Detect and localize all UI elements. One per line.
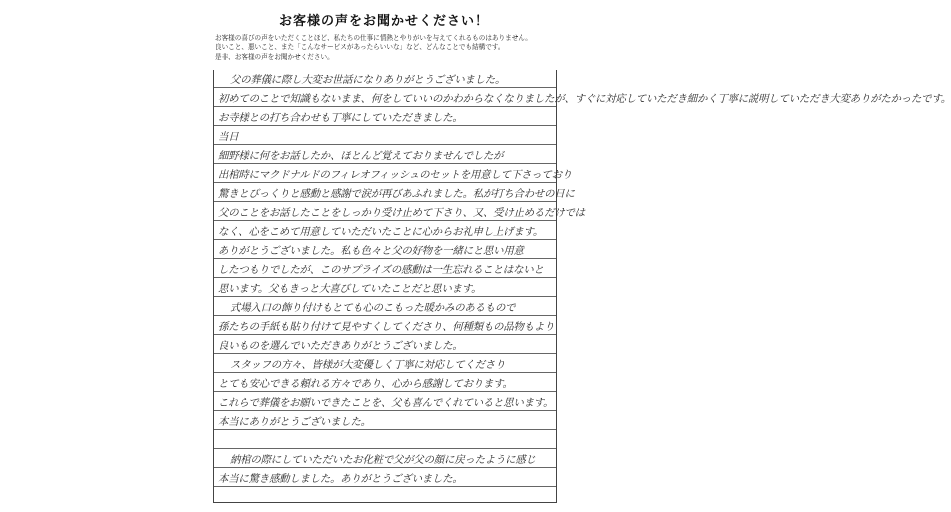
handwritten-line: 驚きとびっくりと感動と感謝で涙が再びあふれました。私が打ち合わせの日に [218, 188, 575, 200]
ruled-line [214, 125, 556, 126]
handwritten-line: なく、心をこめて用意していただいたことに心からお礼申し上げます。 [218, 226, 544, 238]
handwritten-line: 本当にありがとうございました。 [218, 416, 371, 428]
ruled-line [214, 334, 556, 335]
handwritten-line: 式場入口の飾り付けもとても心のこもった暖かみのあるもので [230, 302, 516, 314]
intro-line: 良いこと、悪いこと、また「こんなサービスがあったらいいな」など、どんなことでも結構です。 [215, 43, 505, 52]
handwritten-line: これらで葬儀をお願いできたことを、父も喜んでくれていると思います。 [218, 397, 554, 409]
handwritten-line: 納棺の際にしていただいたお化粧で父が父の顔に戻ったように感じ [230, 454, 536, 466]
handwritten-line: とても安心できる頼れる方々であり、心から感謝しております。 [218, 378, 513, 390]
ruled-line [214, 201, 556, 202]
ruled-line [214, 277, 556, 278]
handwritten-line: 孫たちの手紙も貼り付けて見やすくしてくださり、何種類もの品物もより [218, 321, 555, 333]
handwritten-line: ありがとうございました。私も色々と父の好物を一緒にと思い用意 [218, 245, 524, 257]
page-title: お客様の声をお聞かせください！ [278, 14, 489, 29]
handwritten-line: 初めてのことで知識もないまま、何をしていいのかわからなくなりましたが、すぐに対応していただき細かく丁寧に説明していただき大変ありがたかったです。 [218, 93, 951, 105]
ruled-line [214, 353, 556, 354]
ruled-line [214, 296, 556, 297]
ruled-line [214, 258, 556, 259]
ruled-line [214, 239, 556, 240]
handwritten-line: 当日 [218, 131, 239, 143]
ruled-line [214, 448, 556, 449]
ruled-line [214, 391, 556, 392]
ruled-line [214, 182, 556, 183]
ruled-line [214, 429, 556, 430]
handwritten-line: スタッフの方々、皆様が大変優しく丁寧に対応してくださり [230, 359, 506, 371]
intro-line: お客様の喜びの声をいただくことほど、私たちの仕事に情熱とやりがいを与えてくれるものはありません。 [215, 34, 532, 42]
handwritten-line: 思います。父もきっと大喜びしていたことだと思います。 [218, 283, 482, 295]
ruled-line [214, 315, 556, 316]
intro-line: 是非、お客様の声をお聞かせください。 [215, 52, 334, 61]
handwritten-line: したつもりでしたが、このサプライズの感動は一生忘れることはないと [218, 264, 544, 276]
ruled-line [214, 410, 556, 411]
handwritten-line: 出棺時にマクドナルドのフィレオフィッシュのセットを用意して下さっており [218, 169, 572, 181]
handwritten-line: 細野様に何をお話したか、ほとんど覚えておりませんでしたが [218, 150, 504, 162]
intro-text [215, 34, 555, 62]
ruled-line [214, 144, 556, 145]
ruled-line [214, 106, 556, 107]
handwritten-line: 父の葬儀に際し大変お世話になりありがとうございました。 [230, 74, 506, 86]
handwritten-line: 父のことをお話したことをしっかり受け止めて下さり、又、受け止めるだけでは [218, 207, 585, 219]
handwritten-line: 良いものを選んでいただきありがとうございました。 [218, 340, 463, 352]
ruled-line [214, 87, 556, 88]
ruled-line [214, 467, 556, 468]
handwritten-line: お寺様との打ち合わせも丁寧にしていただきました。 [218, 112, 463, 124]
handwritten-line: 本当に驚き感動しました。ありがとうございました。 [218, 473, 463, 485]
ruled-line [214, 372, 556, 373]
ruled-line [214, 163, 556, 164]
handwritten-comment-box [213, 70, 951, 503]
ruled-line [214, 486, 556, 487]
ruled-line [214, 220, 556, 221]
